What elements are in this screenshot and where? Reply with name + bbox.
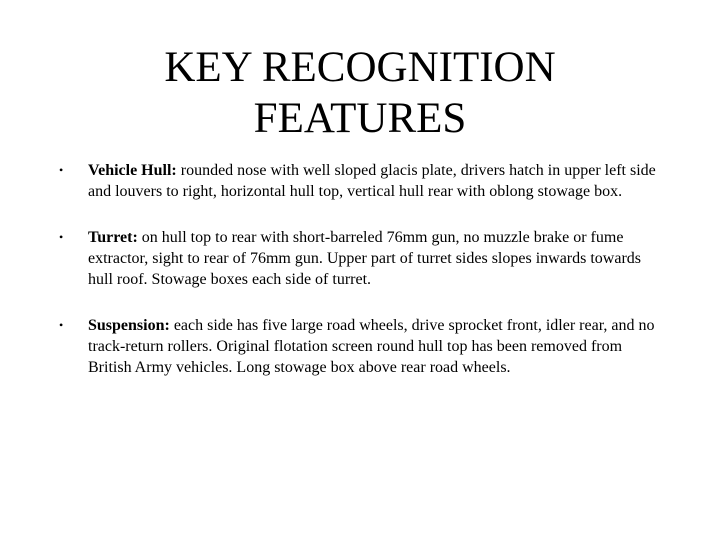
bullet-suspension [55,315,665,378]
bullet-text: each side has five large road wheels, drive sprocket front, idler rear, and no track-return rollers. Original flotation screen round hull top has been removed from British Army vehicles. Long stowage box above rear road wheels. [88,317,655,376]
bullet-text: on hull top to rear with short-barreled 76mm gun, no muzzle brake or fume extractor, sight to rear of 76mm gun. Upper part of turret sides slopes inwards towards hull roof. Stowage boxes each side of turret. [88,229,641,288]
bullet-marker: • [59,318,64,332]
bullet-label: Turret: [88,229,138,246]
bullet-label: Suspension: [88,317,170,334]
title-line-1: KEY RECOGNITION [164,44,556,91]
bullet-vehicle-hull [55,160,665,202]
bullet-list [55,160,665,403]
bullet-marker: • [59,230,64,244]
bullet-label: Vehicle Hull: [88,162,177,179]
title-line-2: FEATURES [253,95,467,142]
bullet-marker: • [59,163,64,177]
bullet-text: rounded nose with well sloped glacis plate, drivers hatch in upper left side and louvers to right, horizontal hull top, vertical hull rear with oblong stowage box. [88,162,656,200]
bullet-turret [55,227,665,290]
slide-title [60,42,660,144]
